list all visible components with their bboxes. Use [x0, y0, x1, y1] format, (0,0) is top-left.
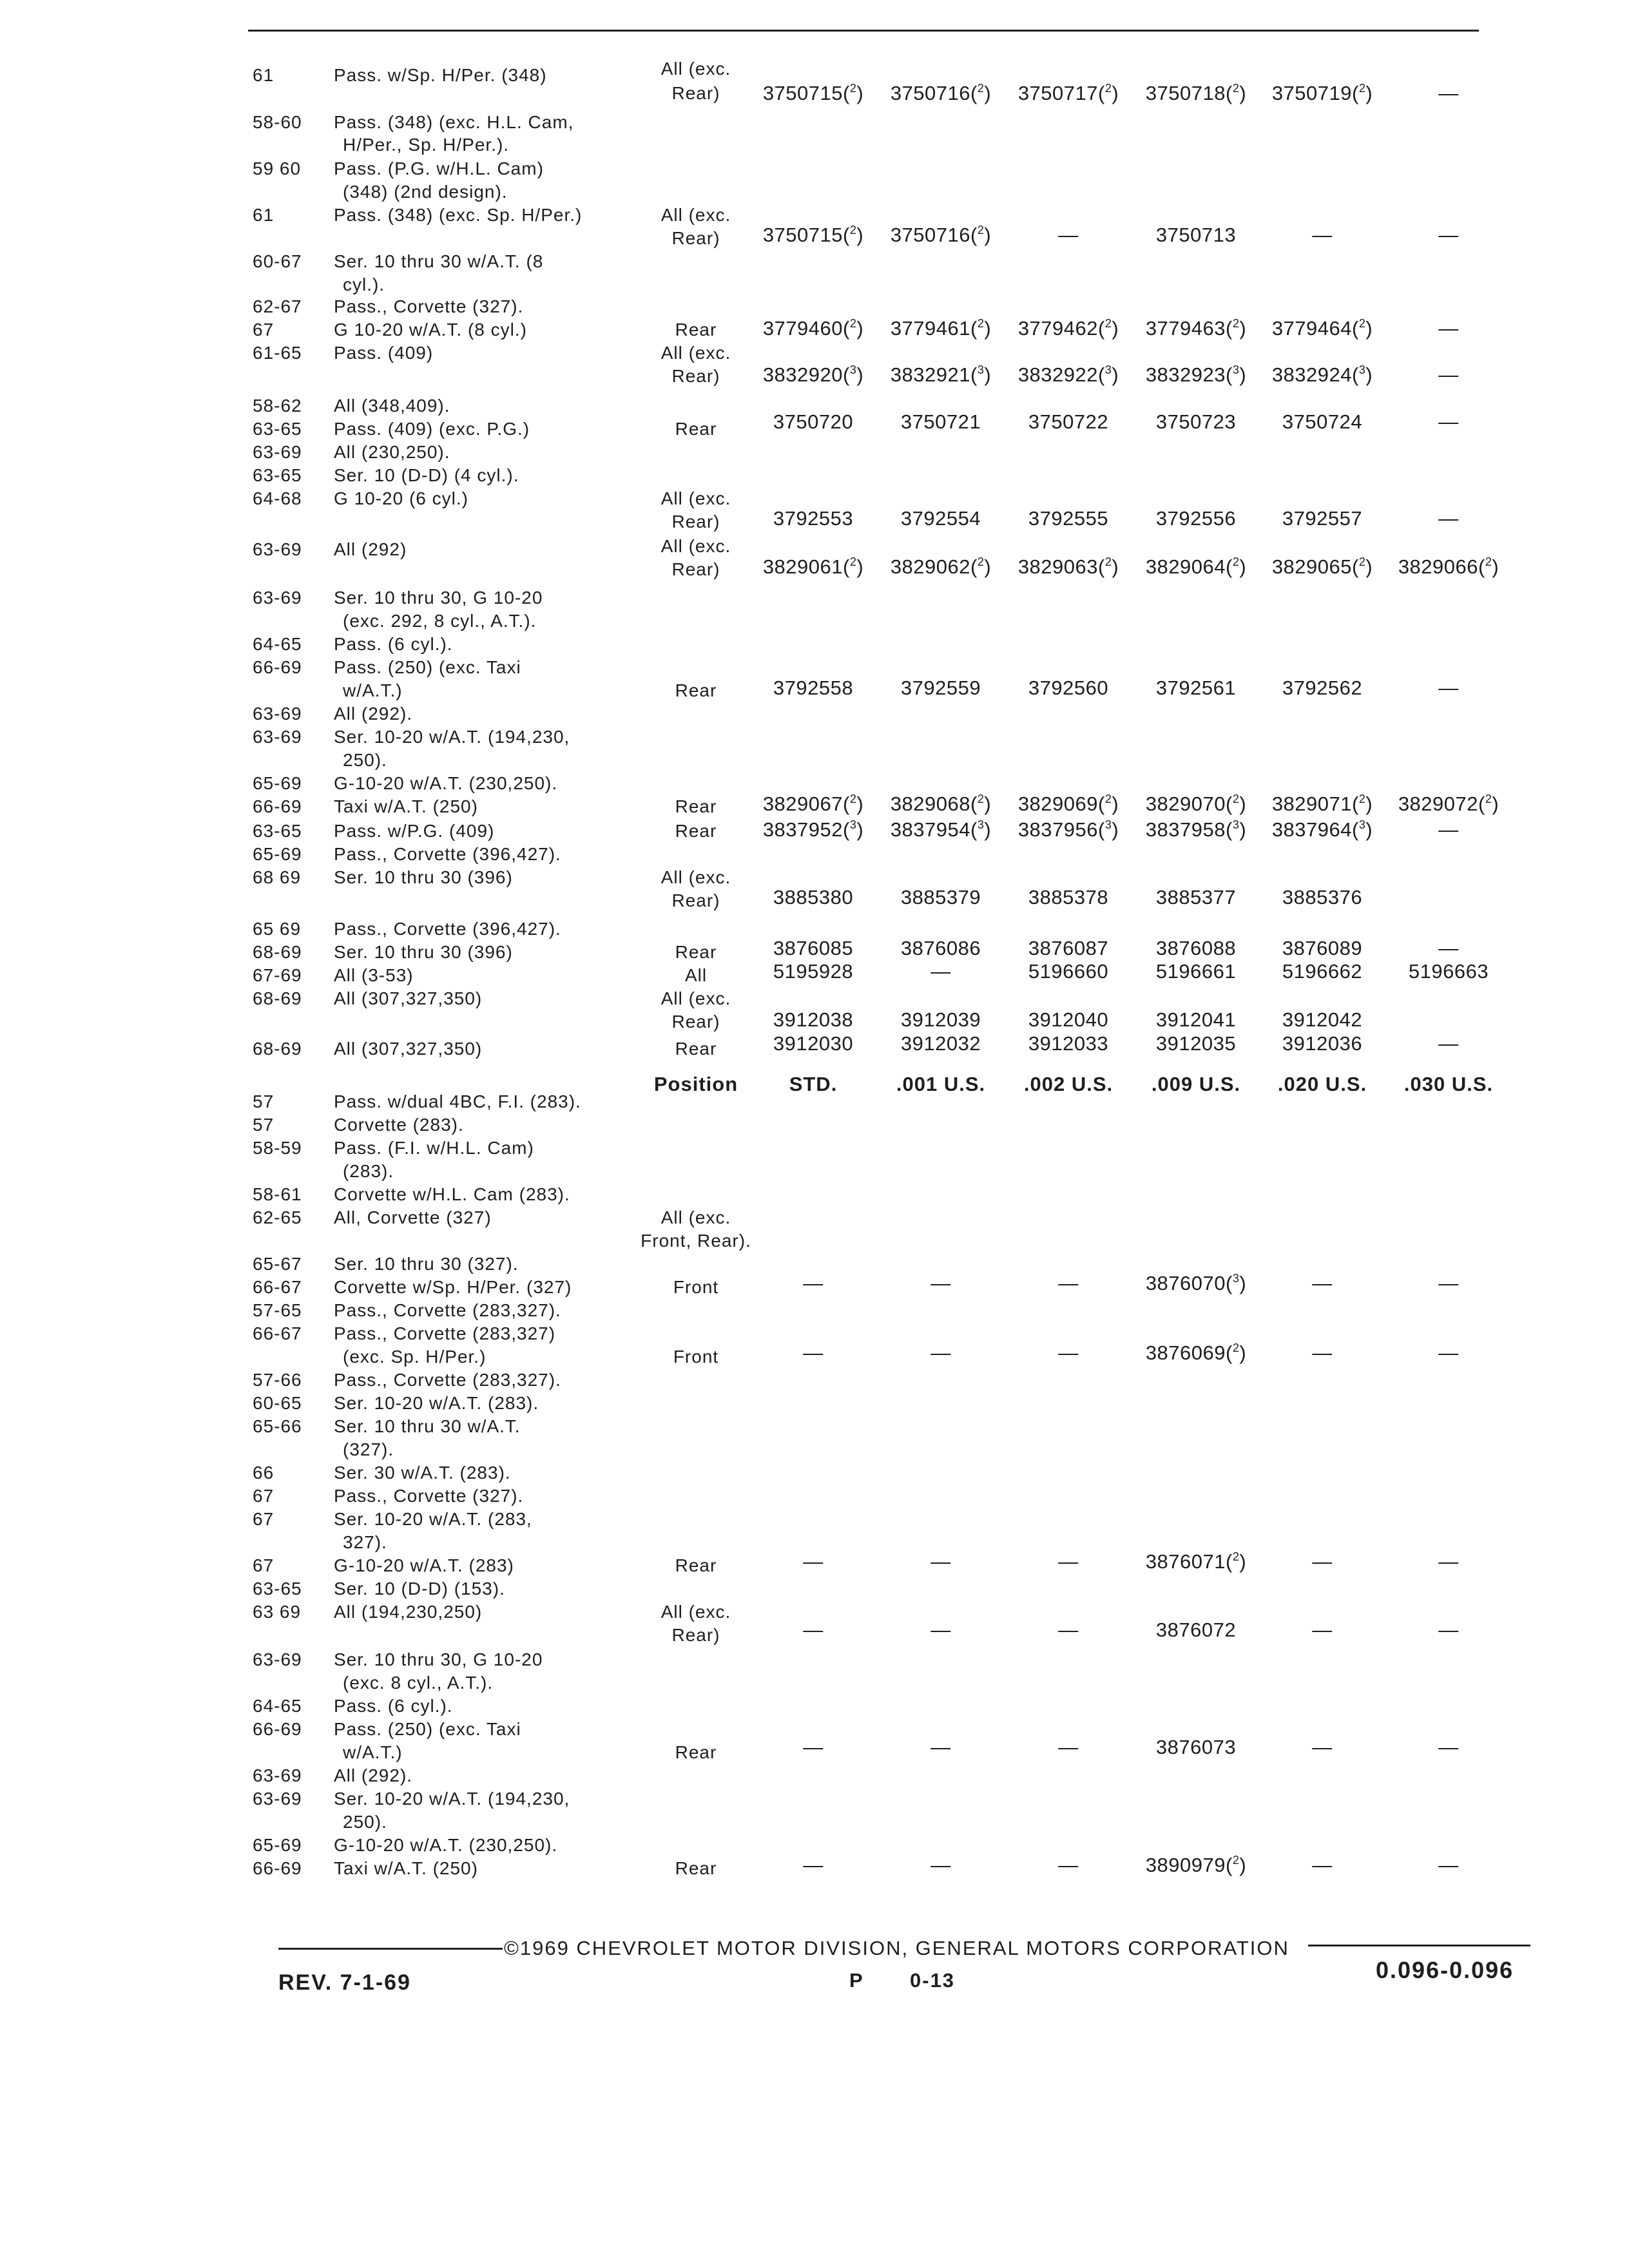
bearing-position: Rear): [671, 512, 720, 532]
part-number: —: [803, 1341, 824, 1364]
part-number: —: [930, 1736, 951, 1758]
model-year: 63-69: [253, 1789, 302, 1809]
model-year: 61: [253, 65, 275, 85]
part-number: —: [1312, 1272, 1333, 1294]
bearing-position: Rear: [675, 942, 717, 962]
part-number: —: [1438, 818, 1459, 841]
size-header: .009 U.S.: [1151, 1073, 1241, 1095]
bearing-position: All (exc.: [660, 536, 731, 556]
model-year: 60-67: [253, 251, 302, 271]
application-text: cyl.).: [343, 274, 385, 294]
application-text: Ser. 10 thru 30 (327).: [334, 1254, 519, 1274]
part-number: 3832922($^3$): [1017, 363, 1119, 386]
model-year: 67: [253, 1555, 275, 1575]
bearing-position: Rear): [671, 228, 720, 248]
application-text: Ser. 10 (D-D) (4 cyl.).: [334, 465, 519, 485]
part-number: 3792560: [1028, 677, 1109, 699]
part-number: —: [930, 1619, 951, 1641]
part-number: 3876071($^2$): [1145, 1550, 1247, 1573]
model-year: 58-60: [253, 112, 302, 132]
application-text: All (307,327,350): [334, 1039, 483, 1059]
application-text: Ser. 10-20 w/A.T. (194,230,: [334, 727, 570, 747]
model-year: 63-65: [253, 821, 302, 841]
application-text: Pass. (6 cyl.).: [334, 634, 453, 654]
part-number: 3876070($^3$): [1145, 1272, 1247, 1294]
part-number: —: [930, 1272, 951, 1294]
bearing-position: Front: [673, 1347, 719, 1367]
bearing-position: Rear: [675, 1858, 717, 1878]
application-text: Pass. (409) (exc. P.G.): [334, 419, 530, 439]
bearing-position: Rear: [675, 680, 717, 700]
part-number: 3876088: [1155, 937, 1237, 959]
footer-left-rule: [278, 1948, 503, 1950]
part-number: 3750719($^2$): [1271, 82, 1373, 104]
bearing-position: Rear: [675, 821, 717, 841]
application-text: Pass. w/Sp. H/Per. (348): [334, 65, 547, 85]
page-number: 0-13: [910, 1969, 956, 1992]
application-text: Ser. 10-20 w/A.T. (283).: [334, 1393, 539, 1413]
bearing-position: Front: [673, 1277, 719, 1297]
model-year: 65-69: [253, 773, 302, 793]
part-number: 3750718($^2$): [1145, 82, 1247, 104]
model-year: 63-69: [253, 727, 302, 747]
part-number: 5196663: [1408, 960, 1489, 983]
application-text: Pass. (250) (exc. Taxi: [334, 657, 521, 677]
part-number: —: [1312, 1341, 1333, 1364]
part-number: 3876085: [773, 937, 854, 959]
model-year: 59 60: [253, 159, 302, 178]
bearing-position: Rear: [675, 796, 717, 816]
application-text: Pass. (348) (exc. H.L. Cam,: [334, 112, 574, 132]
part-number: 5196661: [1155, 960, 1237, 983]
model-year: 57: [253, 1091, 275, 1111]
part-number: 3876072: [1155, 1619, 1237, 1641]
part-number: 3912042: [1282, 1008, 1363, 1031]
application-text: All, Corvette (327): [334, 1207, 492, 1227]
model-year: 63-65: [253, 465, 302, 485]
application-text: Ser. 10 thru 30 w/A.T. (8: [334, 251, 544, 271]
application-text: Taxi w/A.T. (250): [334, 1858, 478, 1878]
part-number: 3837964($^3$): [1271, 818, 1373, 841]
part-number: 3829071($^2$): [1271, 793, 1373, 815]
application-text: Pass., Corvette (396,427).: [334, 919, 561, 939]
application-text: (348) (2nd design).: [343, 182, 508, 202]
bearing-position: Rear): [671, 559, 720, 579]
part-number: —: [1438, 937, 1459, 959]
application-text: Pass. (250) (exc. Taxi: [334, 1719, 521, 1739]
application-text: G 10-20 w/A.T. (8 cyl.): [334, 320, 527, 340]
part-number: 3792559: [900, 677, 981, 699]
part-number: 5195928: [773, 960, 854, 983]
part-number: 3912039: [900, 1008, 981, 1031]
part-number: 3876086: [900, 937, 981, 959]
part-number: —: [1438, 82, 1459, 104]
part-number: 3832920($^3$): [762, 363, 864, 386]
application-text: All (230,250).: [334, 442, 450, 462]
bearing-position: Rear): [671, 890, 720, 910]
bearing-position: All: [684, 965, 708, 985]
application-text: G-10-20 w/A.T. (230,250).: [334, 1835, 558, 1855]
model-year: 65-66: [253, 1416, 302, 1436]
size-header: .030 U.S.: [1403, 1073, 1494, 1095]
model-year: 65-67: [253, 1254, 302, 1274]
application-text: Pass. (P.G. w/H.L. Cam): [334, 159, 544, 178]
application-text: G-10-20 w/A.T. (230,250).: [334, 773, 558, 793]
part-number: 3829062($^2$): [890, 555, 992, 578]
model-year: 63-69: [253, 1765, 302, 1785]
application-text: All (292).: [334, 704, 413, 724]
part-number: —: [803, 1736, 824, 1758]
part-number: 3885380: [773, 886, 854, 908]
part-number: 3876087: [1028, 937, 1109, 959]
application-text: Pass., Corvette (327).: [334, 1486, 524, 1506]
part-number: —: [1438, 507, 1459, 530]
part-number: —: [1312, 1550, 1333, 1573]
part-number: —: [1058, 224, 1079, 246]
part-number: 3885378: [1028, 886, 1109, 908]
part-number: 3750716($^2$): [890, 224, 992, 246]
part-number: —: [1438, 1619, 1459, 1641]
model-year: 67: [253, 1509, 275, 1529]
model-year: 57-65: [253, 1300, 302, 1320]
part-number: 3750715($^2$): [762, 224, 864, 246]
bearing-position: Rear: [675, 419, 717, 439]
part-number: —: [803, 1272, 824, 1294]
bearing-position: All (exc.: [660, 488, 731, 508]
model-year: 64-65: [253, 634, 302, 654]
part-number: 3792562: [1282, 677, 1363, 699]
part-number: 3779464($^2$): [1271, 317, 1373, 340]
part-number: 3779463($^2$): [1145, 317, 1247, 340]
application-text: Ser. 10 thru 30, G 10-20: [334, 1649, 543, 1669]
part-number: —: [1438, 1736, 1459, 1758]
part-number: 3912036: [1282, 1032, 1363, 1055]
model-year: 66-69: [253, 1719, 302, 1739]
bearing-position: All (exc.: [660, 343, 731, 363]
part-number: 3750715($^2$): [762, 82, 864, 104]
part-number: 3912040: [1028, 1008, 1109, 1031]
part-number: —: [930, 960, 951, 983]
part-number: 3912033: [1028, 1032, 1109, 1055]
part-number: —: [1058, 1550, 1079, 1573]
model-year: 64-65: [253, 1696, 302, 1716]
part-number: —: [803, 1619, 824, 1641]
page-letter: P: [849, 1969, 864, 1992]
bearing-position: All (exc.: [660, 988, 731, 1008]
part-number: 3837956($^3$): [1017, 818, 1119, 841]
application-text: 250).: [343, 750, 387, 770]
size-header: .002 U.S.: [1023, 1073, 1113, 1095]
bearing-position: Rear: [675, 320, 717, 340]
part-number: 3829064($^2$): [1145, 555, 1247, 578]
application-text: Ser. 10 thru 30, G 10-20: [334, 588, 543, 608]
part-number: 3750717($^2$): [1017, 82, 1119, 104]
part-number: —: [803, 1854, 824, 1876]
bearing-position: Rear: [675, 1039, 717, 1059]
model-year: 66-69: [253, 657, 302, 677]
model-year: 63-65: [253, 419, 302, 439]
model-year: 68-69: [253, 988, 302, 1008]
part-number: 3912032: [900, 1032, 981, 1055]
part-number: 3829065($^2$): [1271, 555, 1373, 578]
part-number: 3912038: [773, 1008, 854, 1031]
bearing-position: Rear): [671, 366, 720, 386]
part-number: 3792558: [773, 677, 854, 699]
part-number: —: [1438, 410, 1459, 433]
application-text: Ser. 10 thru 30 (396): [334, 942, 513, 962]
part-number: 3792553: [773, 507, 854, 530]
part-number: 3829070($^2$): [1145, 793, 1247, 815]
part-number: 3832923($^3$): [1145, 363, 1247, 386]
application-text: (exc. 292, 8 cyl., A.T.).: [343, 611, 537, 631]
part-number: 3779462($^2$): [1017, 317, 1119, 340]
application-text: (exc. 8 cyl., A.T.).: [343, 1673, 494, 1693]
part-number: 3792557: [1282, 507, 1363, 530]
application-text: Pass., Corvette (283,327).: [334, 1300, 561, 1320]
bearing-position: Rear): [671, 1012, 720, 1032]
model-year: 63-69: [253, 539, 302, 559]
application-text: Pass., Corvette (327).: [334, 296, 524, 316]
model-year: 66-69: [253, 796, 302, 816]
model-year: 63-69: [253, 588, 302, 608]
model-year: 63-69: [253, 442, 302, 462]
revision-date: REV. 7-1-69: [278, 1970, 411, 1995]
part-number: —: [930, 1854, 951, 1876]
part-number: 3750713: [1155, 224, 1237, 246]
application-text: Pass., Corvette (396,427).: [334, 844, 561, 864]
part-number: 3837954($^3$): [890, 818, 992, 841]
bearing-position: Rear): [671, 1625, 720, 1645]
part-number: 3750724: [1282, 410, 1363, 433]
model-year: 64-68: [253, 488, 302, 508]
model-year: 67: [253, 1486, 275, 1506]
model-year: 63 69: [253, 1602, 302, 1622]
size-header: .020 U.S.: [1277, 1073, 1367, 1095]
position-header: Position: [653, 1073, 738, 1095]
part-number: 3792561: [1155, 677, 1237, 699]
part-number: —: [1312, 1619, 1333, 1641]
model-year: 65 69: [253, 919, 302, 939]
part-number: —: [930, 1341, 951, 1364]
model-year: 63-65: [253, 1579, 302, 1599]
application-text: Pass., Corvette (283,327).: [334, 1370, 561, 1390]
model-year: 63-69: [253, 1649, 302, 1669]
bearing-position: All (exc.: [660, 1602, 731, 1622]
model-year: 66-67: [253, 1323, 302, 1343]
application-text: Ser. 10 thru 30 (396): [334, 867, 513, 887]
bearing-position: Front, Rear).: [641, 1231, 751, 1251]
part-number: 3885376: [1282, 886, 1363, 908]
application-text: All (292): [334, 539, 407, 559]
model-year: 65-69: [253, 844, 302, 864]
application-text: Taxi w/A.T. (250): [334, 796, 478, 816]
application-text: Pass., Corvette (283,327): [334, 1323, 556, 1343]
part-number: 3792555: [1028, 507, 1109, 530]
model-year: 58-61: [253, 1184, 302, 1204]
application-text: Pass. w/dual 4BC, F.I. (283).: [334, 1091, 581, 1111]
application-text: Pass. (6 cyl.).: [334, 1696, 453, 1716]
part-number: 3885377: [1155, 886, 1237, 908]
model-year: 66: [253, 1463, 275, 1483]
part-number: —: [1438, 677, 1459, 699]
part-number: 3837958($^3$): [1145, 818, 1247, 841]
application-text: G 10-20 (6 cyl.): [334, 488, 468, 508]
part-number: 3885379: [900, 886, 981, 908]
application-text: (exc. Sp. H/Per.): [343, 1347, 487, 1367]
part-number: 3876073: [1155, 1736, 1237, 1758]
part-number: —: [1438, 317, 1459, 340]
model-year: 67: [253, 320, 275, 340]
part-number: —: [1312, 224, 1333, 246]
size-range: 0.096-0.096: [1376, 1957, 1514, 1983]
model-year: 66-69: [253, 1858, 302, 1878]
part-number: —: [1438, 1272, 1459, 1294]
model-year: 68 69: [253, 867, 302, 887]
part-number: 3779461($^2$): [890, 317, 992, 340]
model-year: 61-65: [253, 343, 302, 363]
application-text: All (348,409).: [334, 396, 450, 416]
part-number: 3876069($^2$): [1145, 1341, 1247, 1364]
application-text: 327).: [343, 1532, 387, 1552]
application-text: H/Per., Sp. H/Per.).: [343, 135, 510, 155]
part-number: 3829069($^2$): [1017, 793, 1119, 815]
part-number: 3832924($^3$): [1271, 363, 1373, 386]
model-year: 68-69: [253, 942, 302, 962]
application-text: Pass. (409): [334, 343, 434, 363]
part-number: 3890979($^2$): [1145, 1854, 1247, 1876]
part-number: 3792556: [1155, 507, 1237, 530]
part-number: 3829061($^2$): [762, 555, 864, 578]
part-number: 3750721: [900, 410, 981, 433]
part-number: 3912035: [1155, 1032, 1237, 1055]
copyright-line: ©1969 CHEVROLET MOTOR DIVISION, GENERAL MOTORS CORPORATION: [504, 1937, 1289, 1959]
application-text: 250).: [343, 1812, 387, 1832]
application-text: G-10-20 w/A.T. (283): [334, 1555, 514, 1575]
bearing-position: All (exc.: [660, 1207, 731, 1227]
application-text: w/A.T.): [343, 680, 403, 700]
part-number: —: [1058, 1272, 1079, 1294]
size-header: .001 U.S.: [896, 1073, 986, 1095]
model-year: 62-67: [253, 296, 302, 316]
part-number: —: [1438, 363, 1459, 386]
part-number: —: [1438, 1032, 1459, 1055]
part-number: 3837952($^3$): [762, 818, 864, 841]
part-number: —: [1438, 224, 1459, 246]
application-text: Ser. 10 (D-D) (153).: [334, 1579, 505, 1599]
model-year: 58-59: [253, 1138, 302, 1158]
application-text: Ser. 10 thru 30 w/A.T.: [334, 1416, 521, 1436]
model-year: 65-69: [253, 1835, 302, 1855]
bearing-position: All (exc.: [660, 205, 731, 225]
model-year: 67-69: [253, 965, 302, 985]
part-number: —: [930, 1550, 951, 1573]
top-rule: [248, 30, 1479, 32]
part-number: —: [1058, 1341, 1079, 1364]
application-text: Pass. (348) (exc. Sp. H/Per.): [334, 205, 583, 225]
part-number: 3876089: [1282, 937, 1363, 959]
application-text: Pass. (F.I. w/H.L. Cam): [334, 1138, 534, 1158]
bearing-position: All (exc.: [660, 59, 731, 79]
model-year: 60-65: [253, 1393, 302, 1413]
model-year: 58-62: [253, 396, 302, 416]
application-text: All (194,230,250): [334, 1602, 483, 1622]
part-number: —: [1312, 1736, 1333, 1758]
part-number: 3829063($^2$): [1017, 555, 1119, 578]
bearing-position: Rear): [671, 83, 720, 103]
application-text: Ser. 10-20 w/A.T. (194,230,: [334, 1789, 570, 1809]
part-number: —: [1438, 1550, 1459, 1573]
part-number: 3779460($^2$): [762, 317, 864, 340]
bearing-position: Rear: [675, 1742, 717, 1762]
size-header: STD.: [789, 1073, 838, 1095]
application-text: All (292).: [334, 1765, 413, 1785]
part-number: 3829072($^2$): [1398, 793, 1499, 815]
part-number: —: [1058, 1854, 1079, 1876]
application-text: Corvette w/H.L. Cam (283).: [334, 1184, 570, 1204]
part-number: 3829068($^2$): [890, 793, 992, 815]
part-number: —: [1312, 1854, 1333, 1876]
application-text: Ser. 30 w/A.T. (283).: [334, 1463, 511, 1483]
part-number: 5196660: [1028, 960, 1109, 983]
part-number: 3829067($^2$): [762, 793, 864, 815]
application-text: (283).: [343, 1161, 394, 1181]
model-year: 57: [253, 1115, 275, 1135]
part-number: 3829066($^2$): [1398, 555, 1499, 578]
model-year: 62-65: [253, 1207, 302, 1227]
part-number: —: [1438, 1341, 1459, 1364]
part-number: 3750720: [773, 410, 854, 433]
part-number: —: [1058, 1619, 1079, 1641]
part-number: 3832921($^3$): [890, 363, 992, 386]
model-year: 66-67: [253, 1277, 302, 1297]
model-year: 63-69: [253, 704, 302, 724]
part-number: —: [1438, 1854, 1459, 1876]
part-number: 3750722: [1028, 410, 1109, 433]
application-text: All (307,327,350): [334, 988, 483, 1008]
part-number: —: [803, 1550, 824, 1573]
application-text: Ser. 10-20 w/A.T. (283,: [334, 1509, 532, 1529]
part-number: 3912041: [1155, 1008, 1237, 1031]
application-text: Pass. w/P.G. (409): [334, 821, 495, 841]
part-number: 3750716($^2$): [890, 82, 992, 104]
bearing-position: All (exc.: [660, 867, 731, 887]
application-text: Corvette w/Sp. H/Per. (327): [334, 1277, 572, 1297]
bearing-position: Rear: [675, 1555, 717, 1575]
application-text: (327).: [343, 1439, 394, 1459]
footer-right-rule: [1308, 1945, 1530, 1946]
part-number: 5196662: [1282, 960, 1363, 983]
application-text: All (3-53): [334, 965, 414, 985]
part-number: 3792554: [900, 507, 981, 530]
application-text: w/A.T.): [343, 1742, 403, 1762]
part-number: —: [1058, 1736, 1079, 1758]
model-year: 57-66: [253, 1370, 302, 1390]
application-text: Corvette (283).: [334, 1115, 464, 1135]
model-year: 68-69: [253, 1039, 302, 1059]
model-year: 61: [253, 205, 275, 225]
part-number: 3912030: [773, 1032, 854, 1055]
part-number: 3750723: [1155, 410, 1237, 433]
